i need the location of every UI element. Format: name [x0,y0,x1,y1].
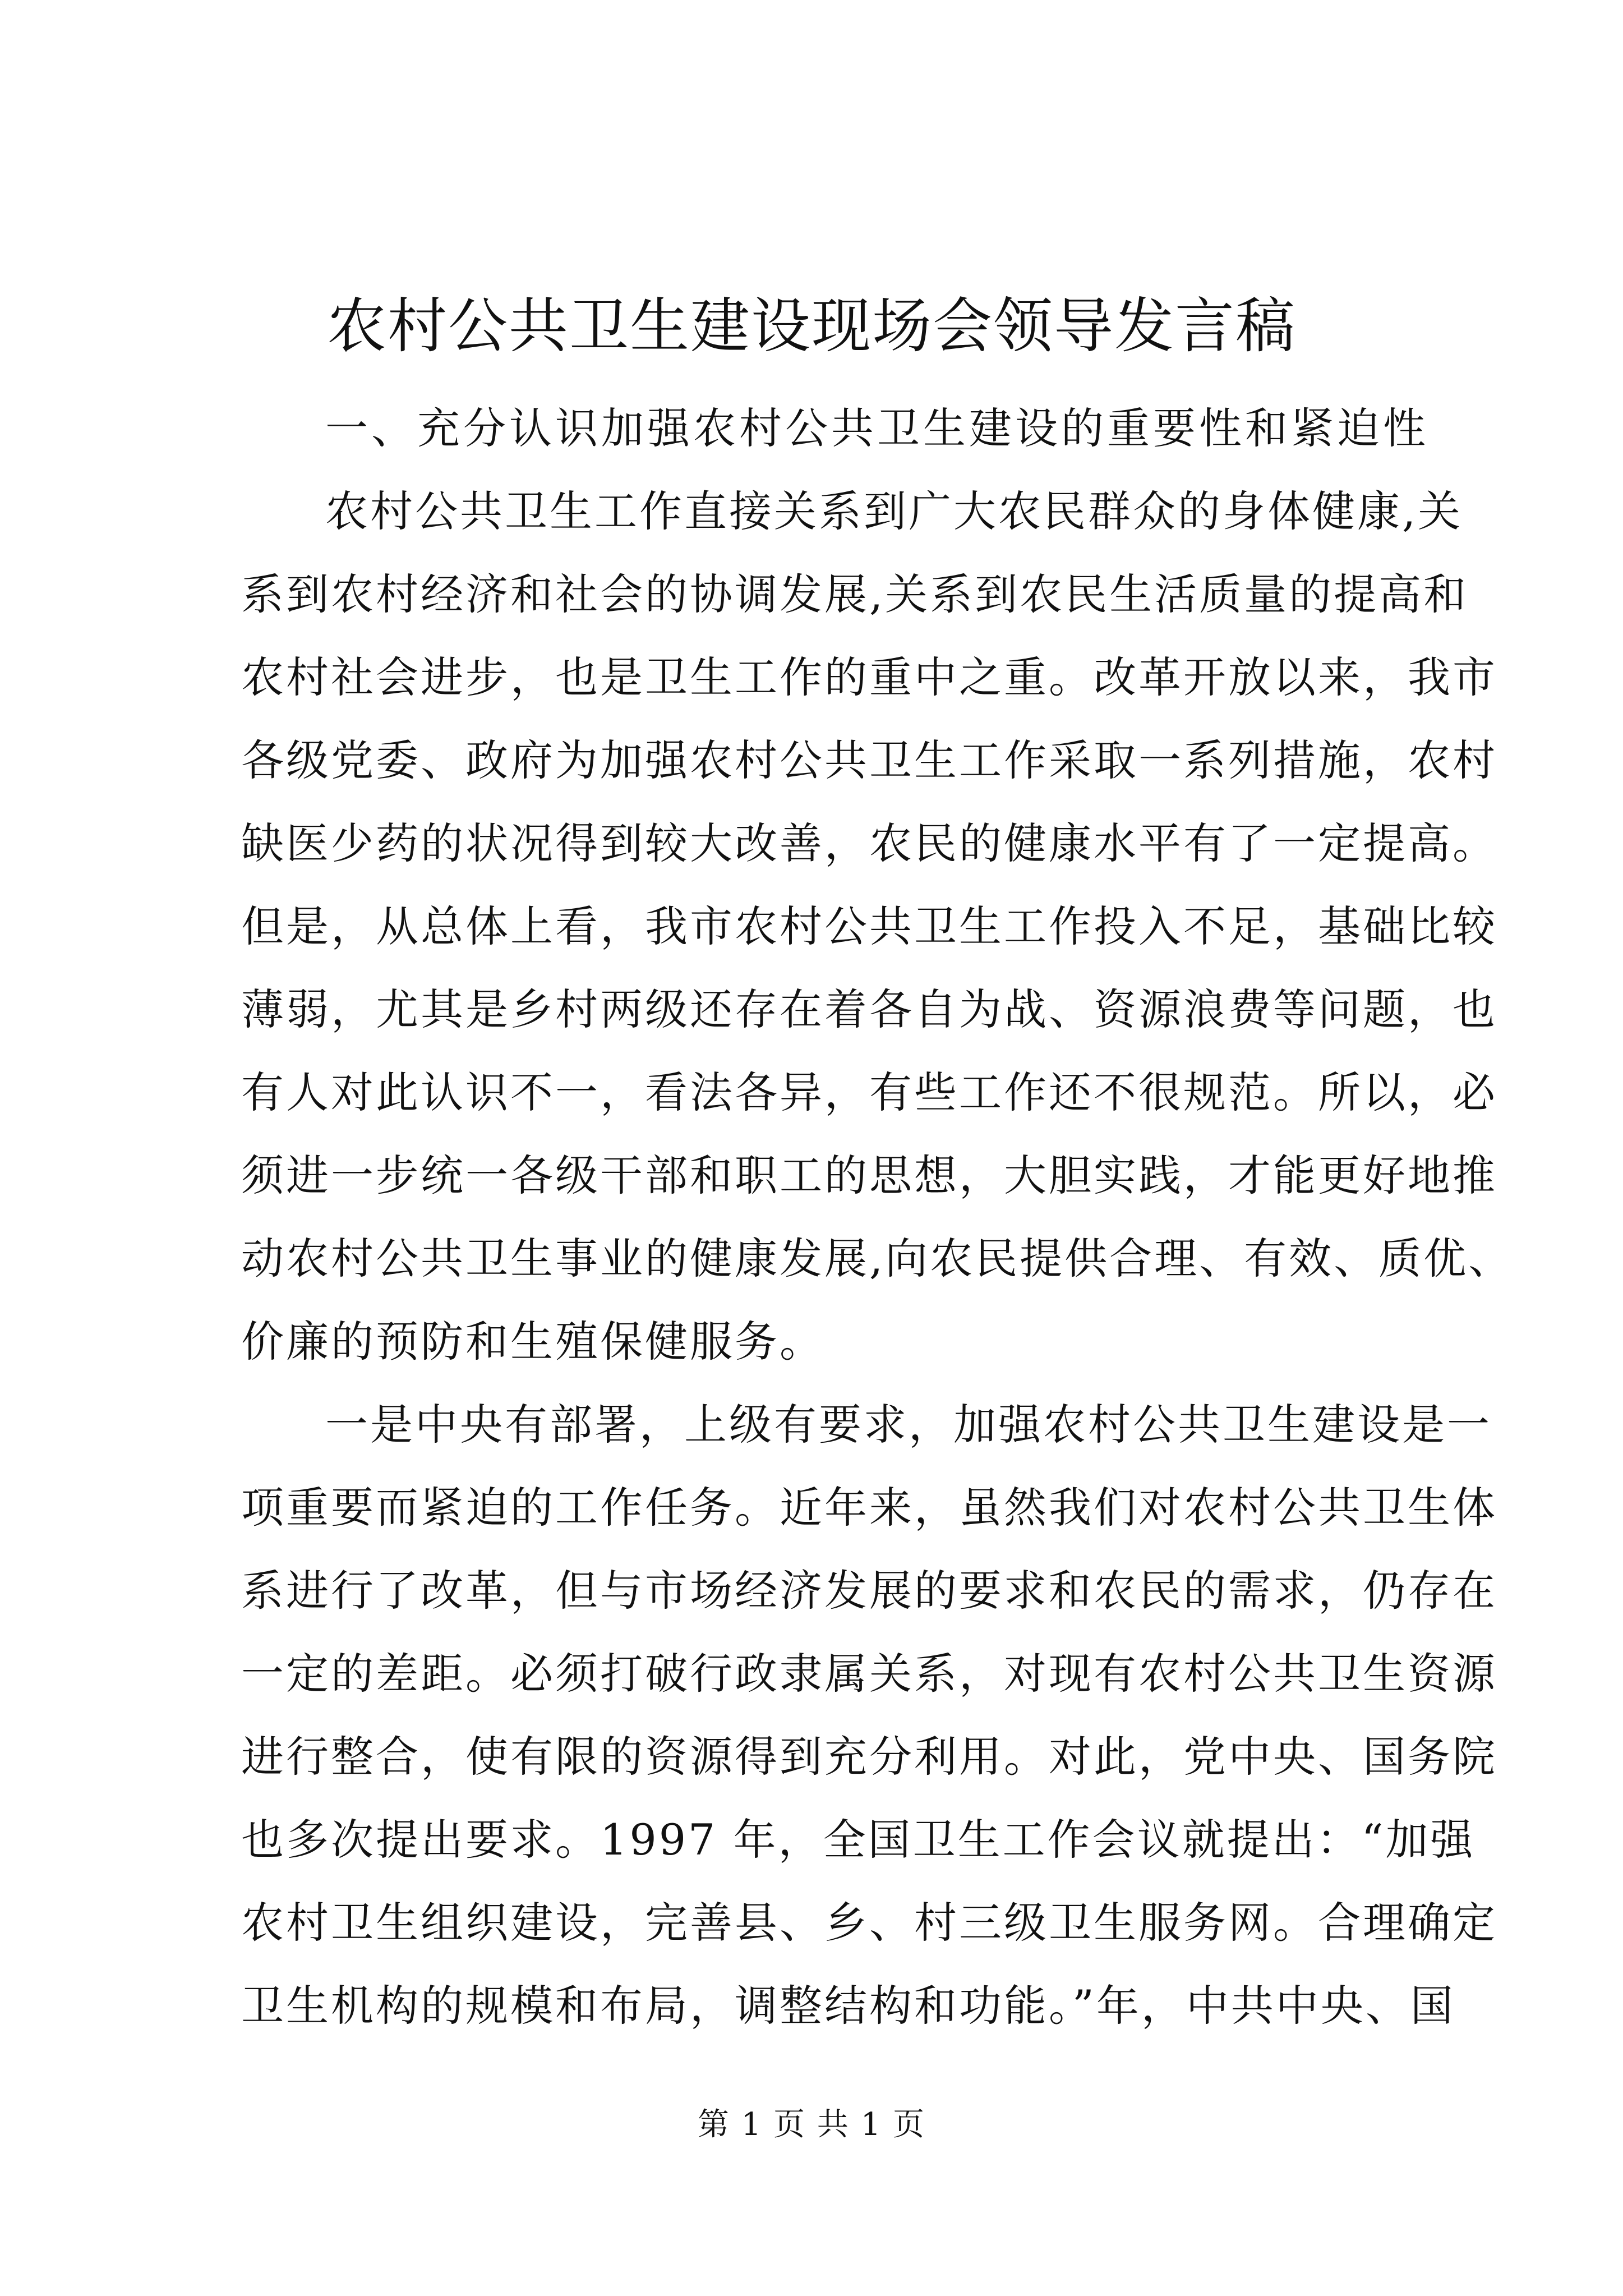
paragraph-line: 须进一步统一各级干部和职工的思想，大胆实践，才能更好地推 [241,1151,1497,1200]
paragraph-line: 有人对此认识不一，看法各异，有些工作还不很规范。所以，必 [241,1068,1497,1117]
paragraph-line: 系到农村经济和社会的协调发展,关系到农民生活质量的提高和 [241,569,1469,619]
document-title: 农村公共卫生建设现场会领导发言稿 [327,292,1296,361]
paragraph-line: 一是中央有部署，上级有要求，加强农村公共卫生建设是一 [325,1400,1492,1450]
paragraph-line: 农村公共卫生工作直接关系到广大农民群众的身体健康,关 [325,486,1463,536]
paragraph-line: 各级党委、政府为加强农村公共卫生工作采取一系列措施，农村 [241,735,1497,785]
paragraph-line: 动农村公共卫生事业的健康发展,向农民提供合理、有效、质优、 [241,1234,1514,1283]
paragraph-line: 薄弱，尤其是乡村两级还存在着各自为战、资源浪费等问题，也 [241,984,1497,1034]
page-number-footer: 第 1 页 共 1 页 [697,2106,926,2143]
document-body [241,387,1514,2047]
paragraph-line: 但是，从总体上看，我市农村公共卫生工作投入不足，基础比较 [241,901,1497,951]
paragraph-line: 进行整合，使有限的资源得到充分利用。对此，党中央、国务院 [241,1732,1497,1782]
paragraph-line: 一定的差距。必须打破行政隶属关系，对现有农村公共卫生资源 [241,1649,1497,1699]
paragraph-line: 也多次提出要求。1997 年，全国卫生工作会议就提出：“加强 [241,1815,1476,1865]
paragraph-line: 系进行了改革，但与市场经济发展的要求和农民的需求，仍存在 [241,1566,1497,1616]
paragraph-line: 缺医少药的状况得到较大改善，农民的健康水平有了一定提高。 [241,818,1497,868]
paragraph-line: 项重要而紧迫的工作任务。近年来，虽然我们对农村公共卫生体 [241,1483,1497,1533]
paragraph-line: 卫生机构的规模和布局，调整结构和功能。”年，中共中央、国 [241,1981,1455,2031]
paragraph-line: 农村卫生组织建设，完善县、乡、村三级卫生服务网。合理确定 [241,1898,1497,1948]
paragraph-line: 价廉的预防和生殖保健服务。 [241,1317,824,1366]
section-heading: 一、充分认识加强农村公共卫生建设的重要性和紧迫性 [325,403,1429,453]
paragraph-line: 农村社会进步，也是卫生工作的重中之重。改革开放以来，我市 [241,652,1497,702]
